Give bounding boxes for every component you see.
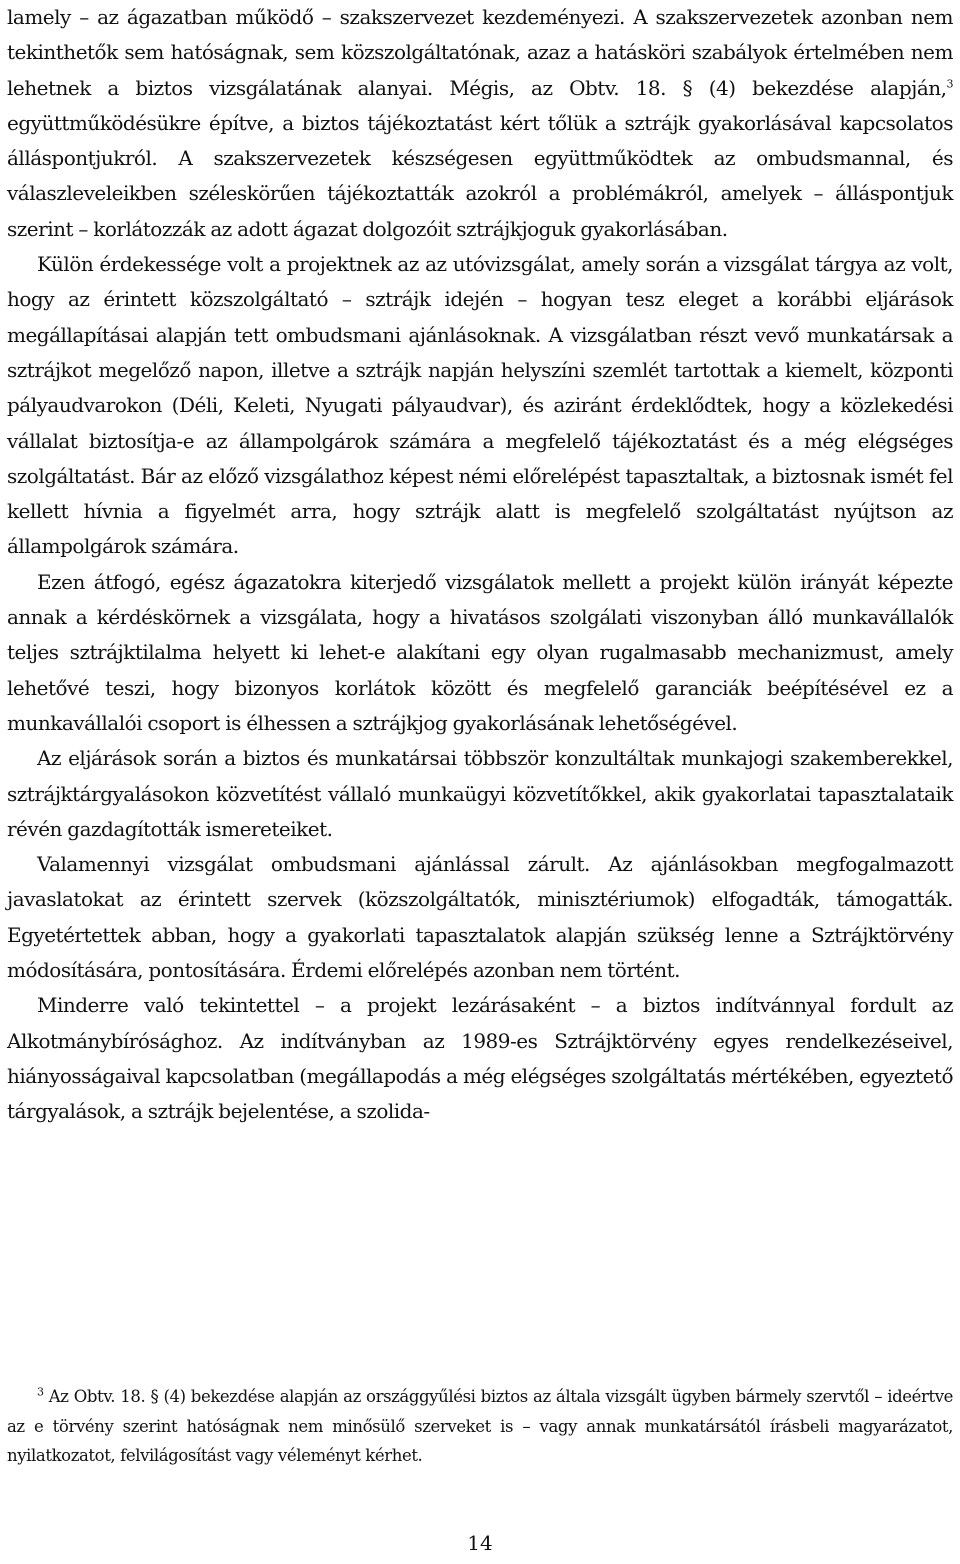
paragraph (7, 847, 953, 988)
paragraph-text: Valamennyi vizsgálat ombudsmani ajánlással zárult. Az ajánlásokban megfogalmazott javaslatokat az érintett szervek (közszolgáltatók, minisztériumok) elfogadták, támogatták. Egyetértettek abban, hogy a gyakorlati tapasztalatok alapján szükség lenne a Sztrájktörvény módosítására, pontosítására. Érdemi előrelépés azonban nem történt. (7, 852, 953, 983)
footnotes (7, 1382, 953, 1471)
paragraph-text: Ezen átfogó, egész ágazatokra kiterjedő vizsgálatok mellett a projekt külön irányát képezte annak a kérdéskörnek a vizsgálata, hogy a hivatásos szolgálati viszonyban álló munkavállalók teljes sztrájktilalma helyett ki lehet-e alakítani egy olyan rugalmasabb mechanizmust, amely lehetővé teszi, hogy bizonyos korlátok között és megfelelő garanciák beépítésével ez a munkavállalói csoport is élhessen a sztrájkjog gyakorlásának lehetőségével. (7, 569, 953, 735)
paragraph (7, 247, 953, 565)
paragraph (7, 565, 953, 741)
footnote-reference[interactable]: 3 (946, 76, 953, 90)
paragraph-text: Külön érdekessége volt a projektnek az az utóvizsgálat, amely során a vizsgálat tárgya az volt, hogy az érintett közszolgáltató – sztrájk idején – hogyan tesz eleget a korábbi eljárások megállapításai alapján tett ombudsmani ajánlásoknak. A vizsgálatban részt vevő munkatársak a sztrájkot megelőző napon, illetve a sztrájk napján helyszíni szemlét tartottak a kiemelt, központi pályaudvarokon (Déli, Keleti, Nyugati pályaudvar), és aziránt érdeklődtek, hogy a közlekedési vállalat biztosítja-e az állampolgárok számára a megfelelő tájékoztatást és a még elégséges szolgáltatást. Bár az előző vizsgálathoz képest némi előrelépést tapasztaltak, a biztosnak ismét fel kellett hívnia a figyelmét arra, hogy sztrájk alatt is megfelelő szolgáltatást nyújtson az állampolgárok számára. (7, 252, 953, 559)
footnote (7, 1382, 953, 1471)
body-text (7, 0, 953, 1130)
page-number: 14 (467, 1531, 493, 1555)
paragraph-text: együttműködésükre építve, a biztos tájékoztatást kért tőlük a sztrájk gyakorlásával kapcsolatos álláspontjukról. A szakszervezetek készségesen együttműködtek az ombudsmannal, és válaszleveleikben széleskörűen tájékoztatták azokról a problémákról, amelyek – álláspontjuk szerint – korlátozzák az adott ágazat dolgozóit sztrájkjoguk gyakorlásában. (7, 110, 953, 241)
paragraph (7, 988, 953, 1129)
paragraph (7, 0, 953, 247)
paragraph (7, 741, 953, 847)
footnote-mark: 3 (37, 1385, 44, 1399)
paragraph-text: Az eljárások során a biztos és munkatársai többször konzultáltak munkajogi szakemberekkel, sztrájktárgyalásokon közvetítést vállaló munkaügyi közvetítőkkel, akik gyakorlatai tapasztalataik révén gazdagították ismereteiket. (7, 746, 953, 841)
page-body (7, 0, 953, 1130)
paragraph-text: lamely – az ágazatban működő – szakszervezet kezdeményezi. A szakszervezetek azonban nem tekinthetők sem hatóságnak, sem közszolgáltatónak, azaz a hatásköri szabályok értelmében nem lehetnek a biztos vizsgálatának alanyai. Mégis, az Obtv. 18. § (4) bekezdése alapján, (7, 5, 953, 100)
footnote-text: Az Obtv. 18. § (4) bekezdése alapján az országgyűlési biztos az általa vizsgált ügyben bármely szervtől – ideértve az e törvény szerint hatóságnak nem minősülő szerveket is – vagy annak munkatársától írásbeli magyarázatot, nyilatkozatot, felvilágosítást vagy véleményt kérhet. (7, 1387, 953, 1465)
paragraph-text: Minderre való tekintettel – a projekt lezárásaként – a biztos indítvánnyal fordult az Alkotmánybírósághoz. Az indítványban az 1989-es Sztrájktörvény egyes rendelkezéseivel, hiányosságaival kapcsolatban (megállapodás a még elégséges szolgáltatás mértékében, egyeztető tárgyalások, a sztrájk bejelentése, a szolida- (7, 993, 953, 1124)
